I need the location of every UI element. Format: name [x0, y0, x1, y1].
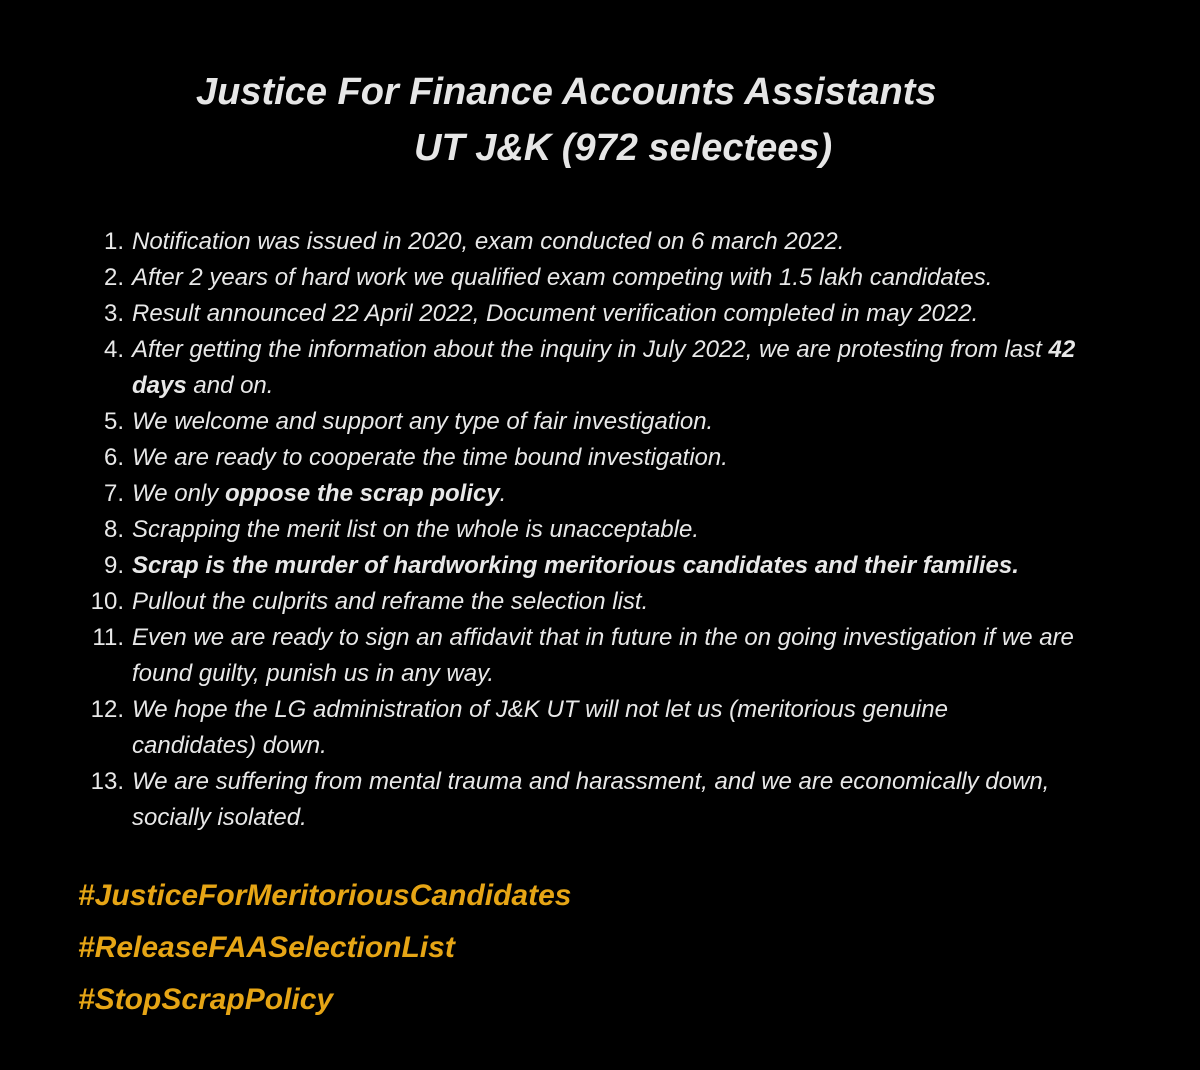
list-item-number: 1. — [103, 228, 124, 255]
list-item-text: Even we are ready to sign an affidavit that in future in the on going investigation if we are found guilty, punish us in any way. — [132, 624, 1074, 687]
page-title — [0, 64, 1200, 176]
list-item — [60, 296, 1190, 332]
list-item-text: We welcome and support any type of fair investigation. — [132, 408, 714, 435]
list-item-text: Notification was issued in 2020, exam conducted on 6 march 2022. — [132, 228, 845, 255]
list-item-text-part: After getting the information about the inquiry in July 2022, we are protesting from last — [132, 336, 1049, 363]
hashtags — [78, 870, 571, 1026]
list-item-number: 12. — [90, 696, 124, 723]
list-item — [60, 764, 1190, 836]
list-item-number: 10. — [90, 588, 124, 615]
hashtag[interactable]: #JusticeForMeritoriousCandidates — [78, 879, 572, 912]
list-item-number: 2. — [103, 264, 124, 291]
list-item-number: 7. — [103, 480, 124, 507]
list-item-text: We are suffering from mental trauma and harassment, and we are economically down, socially isolated. — [132, 768, 1050, 831]
list-item-text-part: We only — [132, 480, 225, 507]
list-item-text: We are ready to cooperate the time bound investigation. — [132, 444, 728, 471]
list-item-text-part: . — [499, 480, 507, 507]
list-item-number: 8. — [103, 516, 124, 543]
list-item — [60, 260, 1190, 296]
list-item-number: 4. — [103, 336, 124, 363]
list-item-emphasis: Scrap is the murder of hardworking meritorious candidates and their families. — [132, 552, 1019, 579]
list-item — [60, 440, 1190, 476]
list-item — [60, 548, 1190, 584]
list-item-emphasis: oppose the scrap policy — [224, 480, 500, 507]
hashtag[interactable]: #ReleaseFAASelectionList — [78, 931, 455, 964]
list-item-number: 9. — [103, 552, 124, 579]
list-item-number: 5. — [103, 408, 124, 435]
list-item — [60, 584, 1190, 620]
list-item — [60, 476, 1190, 512]
list-item-emphasis: 42 days — [132, 336, 1076, 399]
list-item — [60, 620, 1190, 692]
list-item-text — [132, 480, 506, 507]
list-item — [60, 512, 1190, 548]
demands-list — [60, 224, 1190, 836]
hashtag[interactable]: #StopScrapPolicy — [78, 983, 334, 1016]
list-item-text: Result announced 22 April 2022, Document verification completed in may 2022. — [132, 300, 979, 327]
list-item-text: Pullout the culprits and reframe the selection list. — [132, 588, 649, 615]
title-line-2: UT J&K (972 selectees) — [414, 127, 833, 169]
list-item — [60, 692, 1190, 764]
list-item — [60, 332, 1190, 404]
title-line-1: Justice For Finance Accounts Assistants — [196, 71, 937, 113]
list-item-text — [132, 332, 1132, 404]
list-item-number: 6. — [103, 444, 124, 471]
list-item-number: 13. — [90, 768, 124, 795]
list-item-text: Scrapping the merit list on the whole is unacceptable. — [132, 516, 699, 543]
list-item-number: 3. — [103, 300, 124, 327]
list-item — [60, 224, 1190, 260]
list-item-text: We hope the LG administration of J&K UT will not let us (meritorious genuine candidates) down. — [132, 696, 948, 759]
list-item-number: 11. — [92, 624, 124, 651]
list-item-text: After 2 years of hard work we qualified exam competing with 1.5 lakh candidates. — [132, 264, 993, 291]
list-item — [60, 404, 1190, 440]
list-item-text-part: and on. — [186, 372, 274, 399]
